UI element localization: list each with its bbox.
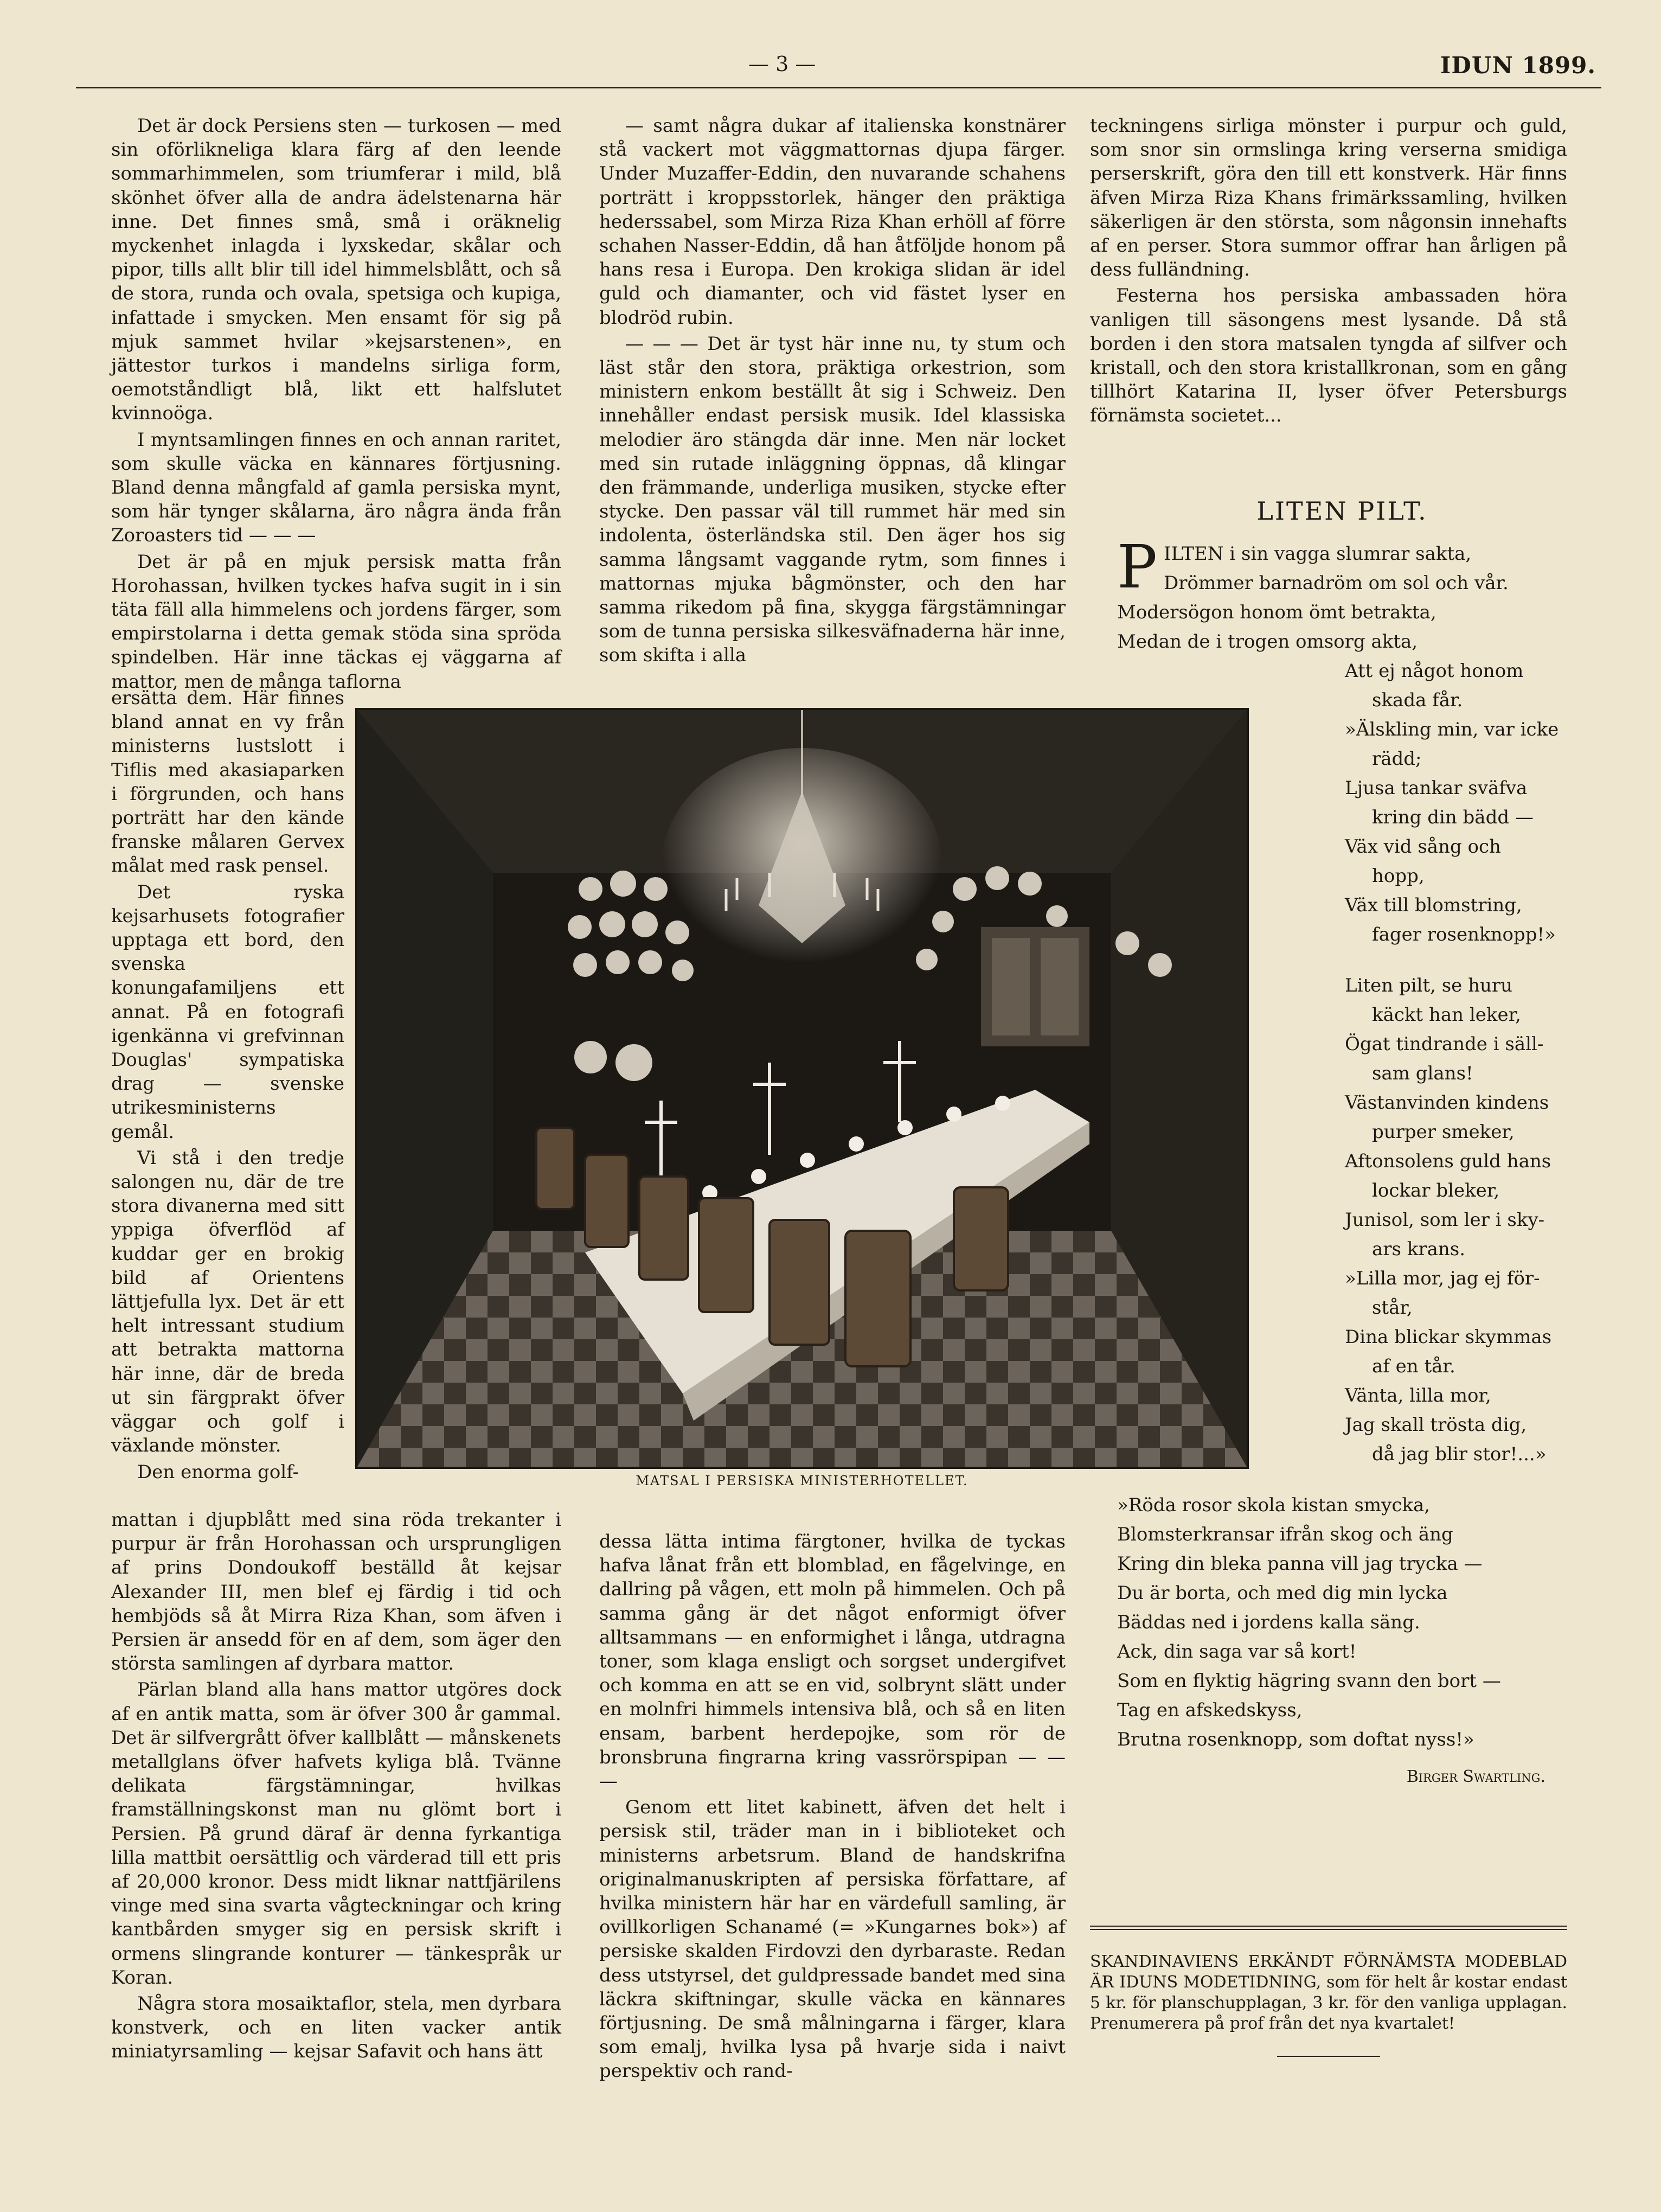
paragraph: Det ryska kejsarhusets fotografier upptaga ett bord, den svenska konungafamiljens ett annat. På en fotografi igenkänna vi grefvinnan Douglas' sympatiska drag — svenske utrikesministerns gemål. xyxy=(111,881,344,1143)
poem-line: står, xyxy=(1372,1297,1413,1319)
masthead: IDUN 1899. xyxy=(1440,52,1596,79)
poem-line: »Lilla mor, jag ej för- xyxy=(1345,1268,1540,1290)
poem-line: Bäddas ned i jordens kalla säng. xyxy=(1117,1612,1420,1634)
poem-line: af en tår. xyxy=(1372,1356,1455,1378)
ad-body xyxy=(1090,1952,1567,2034)
column-1-top xyxy=(111,114,561,696)
poem-line: Ljusa tankar sväfva xyxy=(1345,777,1528,800)
poem-line: Aftonsolens guld hans xyxy=(1345,1150,1551,1173)
column-2-top xyxy=(599,114,1066,670)
ad-divider xyxy=(1090,1926,1567,1930)
paragraph: Vi stå i den tredje salongen nu, där de tre stora divanerna med sitt yppiga öfverflöd af kuddar ger en brokig bild af Orientens lättjefulla lyx. Det är ett helt intressant studium att betrakta mattorna här inne, där de breda ut sin färgprakt öfver väggar och golf i växlande mönster. xyxy=(111,1147,344,1457)
ad-lead: SKANDINAVIENS ERKÄNDT FÖRNÄMSTA MODEBLAD ÄR IDUNS MODETIDNING, xyxy=(1090,1952,1567,1992)
poem-line: lockar bleker, xyxy=(1372,1180,1500,1202)
poem-line: rädd; xyxy=(1372,748,1422,770)
poem-line: Drömmer barnadröm om sol och vår. xyxy=(1164,572,1509,594)
poem-line: Junisol, som ler i sky- xyxy=(1345,1209,1545,1231)
poem-line: Kring din bleka panna vill jag trycka — xyxy=(1117,1553,1483,1575)
paragraph: Den enorma golf- xyxy=(137,1461,299,1483)
poem-line: fager rosenknopp!» xyxy=(1372,924,1556,946)
poem-line: ars krans. xyxy=(1372,1238,1466,1261)
poem-line: »Röda rosor skola kistan smycka, xyxy=(1117,1494,1431,1517)
page-number: — 3 — xyxy=(748,52,816,76)
paragraph: Det är dock Persiens sten — turkosen — med sin oförlikneliga klara färg af den leende sommarhimmelen, som triumferar i mild, blå skönhet öfver alla de andra ädelstenarna här inne. Det finnes små, små i oräknelig myckenhet inlagda i lyxskedar, skålar och pipor, tills allt blir till idel himmelsblått, och så de stora, runda och ovala, spetsiga och kupiga, infattade i smycken. Men ensamt för sig på mjuk sammet hvilar »kejsarstenen», en jättestor turkos i mandelns sirliga form, oemotståndligt blå, likt ett halfslutet kvinnoöga. xyxy=(111,115,561,425)
poem-line: Att ej något honom xyxy=(1345,660,1524,682)
paragraph: Festerna hos persiska ambassaden höra vanligen till säsongens mest lysande. Då stå borden i den stora matsalen tyngda af silfver och kristall, och den stora kristallkronan, som en gång tillhört Katarina II, lyser öfver Petersburgs förnämsta societet... xyxy=(1090,285,1567,427)
paragraph: — samt några dukar af italienska konstnärer stå vackert mot väggmattornas djupa färger. Under Muzaffer-Eddin, den nuvarande schahens porträtt i kroppsstorlek, hänger den präktiga hederssabel, som Mirza Riza Khan erhöll af förre schahen Nasser-Eddin, då han åtföljde honom på hans resa i Europa. Den krokiga slidan är idel guld och diamanter, och vid fästet lyser en blodröd rubin. xyxy=(599,115,1066,329)
poem-line: kring din bädd — xyxy=(1372,807,1534,829)
poem-line-text: ILTEN i sin vagga slumrar sakta, xyxy=(1164,543,1472,565)
column-3-top xyxy=(1090,114,1567,430)
poem-line: Vänta, lilla mor, xyxy=(1345,1385,1491,1407)
poem-line: Brutna rosenknopp, som doftat nyss!» xyxy=(1117,1729,1474,1751)
poem-line: Väx vid sång och xyxy=(1345,836,1501,858)
paragraph: dessa lätta intima färgtoner, hvilka de tyckas hafva lånat från ett blomblad, en fågelvinge, en dallring på vågen, ett moln på himmelen. Och på samma gång är det något enformigt öfver alltsammans — en enformighet i långa, utdragna toner, som klaga ensligt och sorgset undergifvet och komma en att se en vid, solbrynt slätt under en molnfri himmels intensiva blå, och så en liten ensam, barbent herdepojke, som rör de bronsbruna fingrarna kring vassrörspipan — — — xyxy=(599,1531,1066,1793)
end-rule xyxy=(1277,2056,1380,2057)
drop-cap: P xyxy=(1117,532,1158,602)
poem-author: Birger Swartling. xyxy=(1406,1767,1545,1787)
poem-line: Som en flyktig hägring svann den bort — xyxy=(1117,1670,1501,1692)
photo-caption: MATSAL I PERSISKA MINISTERHOTELLET. xyxy=(636,1473,969,1488)
poem-line: purper smeker, xyxy=(1372,1121,1515,1143)
poem-line: Du är borta, och med dig min lycka xyxy=(1117,1582,1448,1604)
poem-line: Jag skall trösta dig, xyxy=(1345,1414,1527,1436)
poem-line: Blomsterkransar ifrån skog och äng xyxy=(1117,1524,1453,1546)
poem-line: då jag blir stor!...» xyxy=(1372,1443,1547,1466)
paragraph: Det är på en mjuk persisk matta från Horohassan, hvilken tyckes hafva sugit in i sin täta fäll alla himmelens och jordens färger, som empirstolarna i detta gemak stöda sina spröda spindelben. Här inne täckas ej väggarna af mattor, men de många taflorna xyxy=(111,551,561,693)
poem-line: Väx till blomstring, xyxy=(1345,894,1522,917)
column-2-bottom xyxy=(599,1530,1066,2086)
paragraph: mattan i djupblått med sina röda trekanter i purpur är från Horohassan och ursprungligen af prins Dondoukoff beställd åt kejsar Alexander III, men blef ej färdig i tid och hembjöds så åt Mirra Riza Khan, som äfven i Persien är ansedd för en af dem, som äger den största samlingen af dyrbara mattor. xyxy=(111,1509,561,1675)
poem-title: LITEN PILT. xyxy=(1256,496,1428,526)
poem-line: skada får. xyxy=(1372,689,1463,712)
poem-line: Modersögon honom ömt betrakta, xyxy=(1117,602,1436,624)
poem-line: Liten pilt, se huru xyxy=(1345,975,1513,997)
column-1-bottom xyxy=(111,1508,561,2066)
header-rule xyxy=(76,87,1601,88)
poem-line: Ögat tindrande i säll- xyxy=(1345,1033,1544,1056)
poem-line: Dina blickar skymmas xyxy=(1345,1326,1552,1348)
advertisement xyxy=(1090,1909,1567,2057)
paragraph: I myntsamlingen finnes en och annan raritet, som skulle väcka en kännares förtjusning. Bland denna mångfald af gamla persiska mynt, som här tynger skålarna, äro några ända från Zoroasters tid — — — xyxy=(111,429,561,547)
paragraph: — — — Det är tyst här inne nu, ty stum och läst står den stora, präktiga orkestrion, som ministern enkom beställt åt sig i Schweiz. Den innehåller endast persisk musik. Idel klassiska melodier äro stängda där inne. Men när locket med sin rutade inläggning öppnas, då klingar den främmande, underliga musiken, stycke efter stycke. Den passar väl till rummet här med sin indolenta, österländska stil. Den äger hos sig samma långsamt vaggande rytm, som finnes i mattornas mjuka bågmönster, och den har samma rikedom på fina, skygga färgstämningar som de tunna persiska silkesväfnaderna här inne, som skifta i alla xyxy=(599,333,1066,667)
paragraph: Pärlan bland alla hans mattor utgöres dock af en antik matta, som är öfver 300 år gammal. Det är silfvergrått öfver kallblått — månskenets metallglans öfver hafvets kyliga blå. Tvänne delikata färgstämningar, hvilkas framställningskonst man nu glömt bort i Persien. På grund däraf är denna fyrkantiga lilla mattbit oersättlig och värderad till ett pris af 20,000 kronor. Dess midt liknar nattfjärilens vinge med sina svarta vågteckningar och kring kantbården smyger sig en persisk skrift i ormens slingrande konturer — tänkespråk ur Koran. xyxy=(111,1679,561,1989)
poem xyxy=(1117,496,1567,1789)
paragraph: teckningens sirliga mönster i purpur och guld, som snor sin ormslinga kring verserna smidiga perserskrift, göra den till ett konstverk. Här finns äfven Mirza Riza Khans frimärkssamling, hvilken säkerligen är den största, som någonsin innehafts af en perser. Stora summor offrar han årligen på dess fulländning. xyxy=(1090,115,1567,281)
dining-room-illustration xyxy=(357,710,1247,1467)
poem-line: Ack, din saga var så kort! xyxy=(1117,1641,1357,1663)
poem-line: Västanvinden kindens xyxy=(1345,1092,1549,1114)
poem-line: käckt han leker, xyxy=(1372,1004,1521,1026)
poem-line: Medan de i trogen omsorg akta, xyxy=(1117,631,1418,653)
paragraph: ersätta dem. Här finnes bland annat en vy från ministerns lustslott i Tiflis med akasiaparken i förgrunden, och hans porträtt har den kände franske målaren Gervex målat med rask pensel. xyxy=(111,687,344,877)
stanza-gap xyxy=(1117,949,1567,971)
poem-line: Tag en afskedskyss, xyxy=(1117,1699,1303,1722)
poem-line: sam glans! xyxy=(1372,1063,1473,1085)
paragraph: Genom ett litet kabinett, äfven det helt i persisk stil, träder man in i biblioteket och ministerns arbetsrum. Bland de handskrifna originalmanuskripten af persiska författare, af hvilka ministern här har en värdefull samling, är ovillkorligen Schanamé (= »Kungarnes bok») af persiske skalden Firdovzi den dyrbaraste. Redan dess utstyrsel, det guldpressade bandet med sina läckra skiftningar, skulle väcka en kännares förtjusning. De små målningarna i färger, klara som emalj, hvilka lysa på hvarje sida i naivt perspektiv och rand- xyxy=(599,1797,1066,2082)
dining-room-photo xyxy=(355,708,1249,1469)
ad-text: som för helt år kostar endast 5 kr. för planschupplagan, 3 kr. för den vanliga upplagan. Prenumerera på prof från det nya kvartalet! xyxy=(1090,1973,1567,2033)
stanza-gap xyxy=(1117,1469,1567,1491)
column-1-wrap xyxy=(111,686,344,1486)
poem-line: hopp, xyxy=(1372,865,1425,887)
paragraph: Några stora mosaiktaflor, stela, men dyrbara konstverk, och en liten vacker antik miniatyrsamling — kejsar Safavit och hans ätt xyxy=(111,1993,561,2063)
poem-line: »Älskling min, var icke xyxy=(1345,719,1559,741)
